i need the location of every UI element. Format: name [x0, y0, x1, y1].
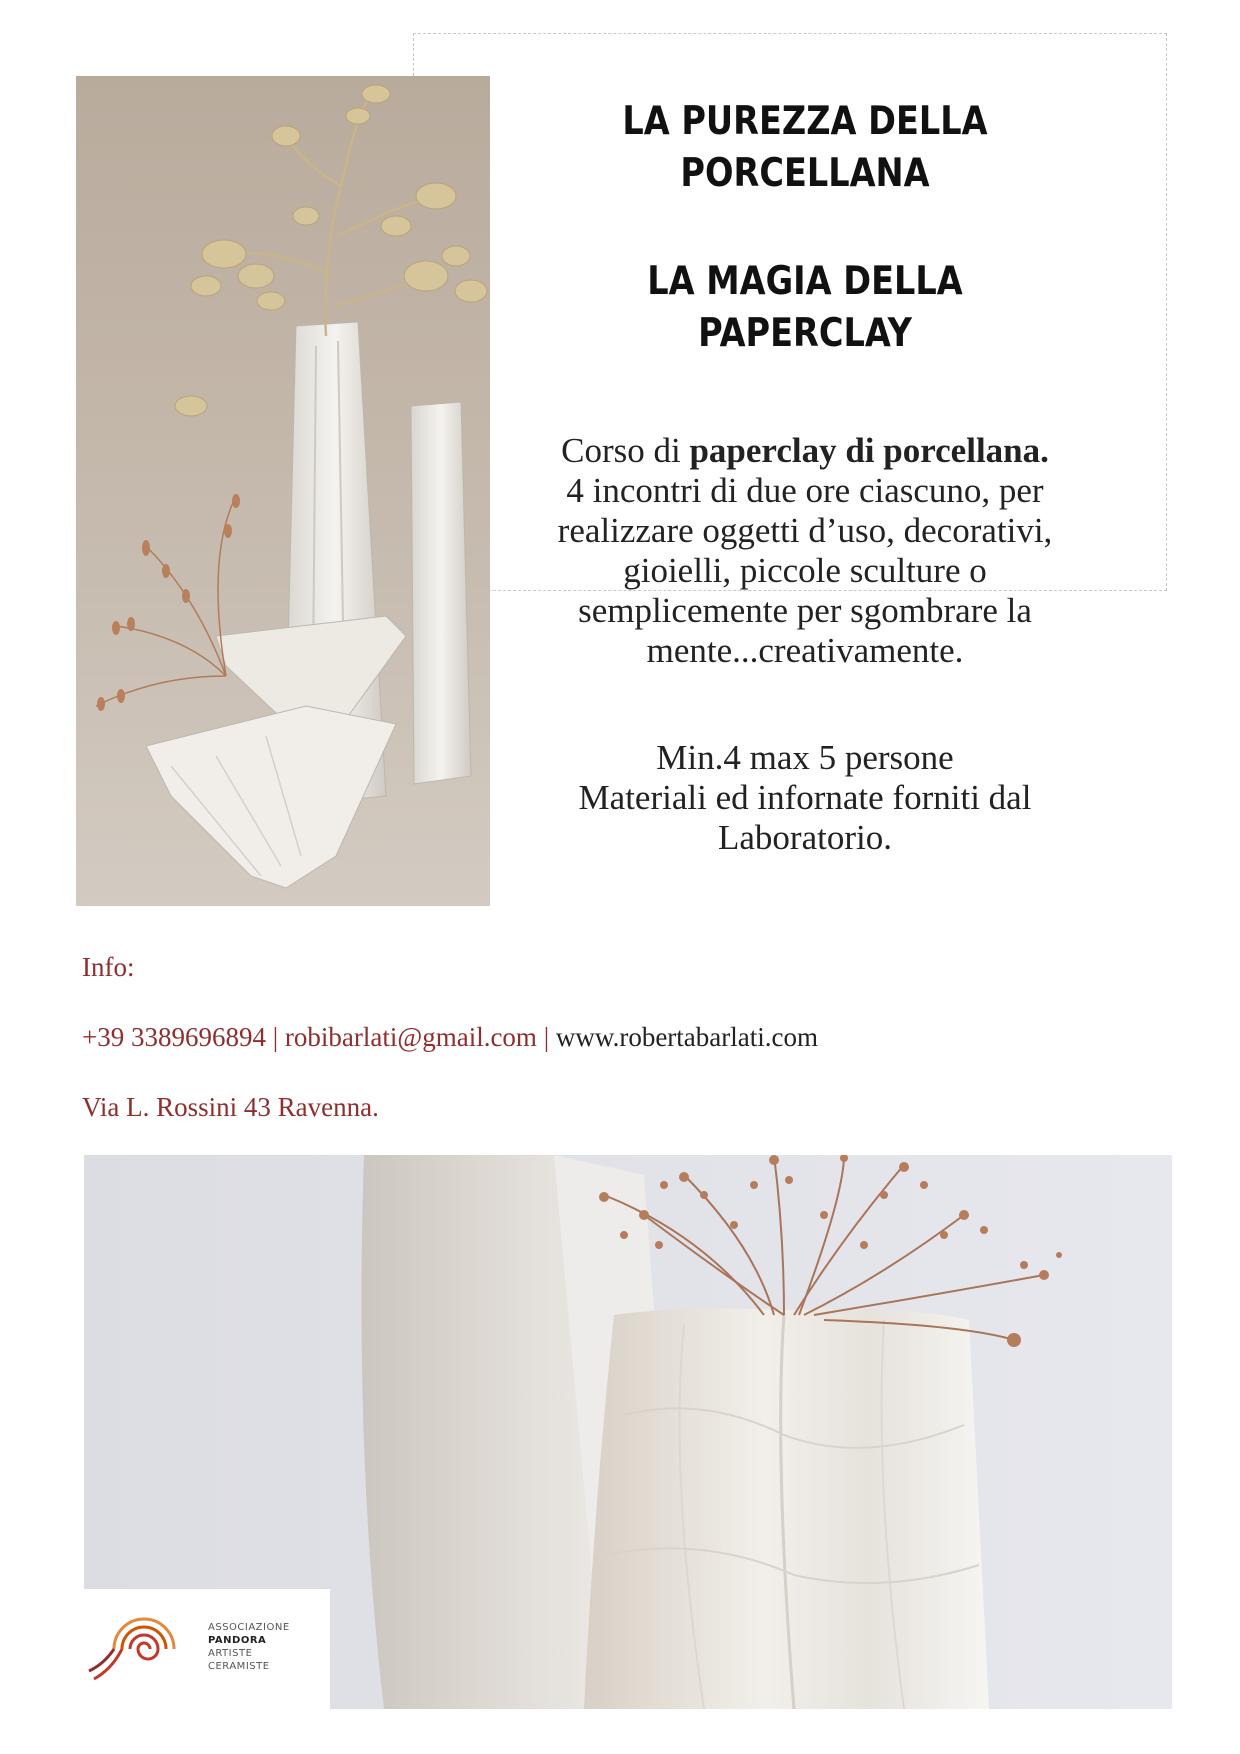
- logo-line-2: PANDORA: [208, 1635, 267, 1646]
- capacity-line-2: Materiali ed infornate forniti dal: [578, 778, 1032, 817]
- description-line-3: realizzare oggetti d’uso, decorativi,: [557, 511, 1053, 550]
- association-logo: [84, 1589, 330, 1709]
- description-line-6: mente...creativamente.: [646, 631, 964, 670]
- title-line-2: PORCELLANA: [680, 151, 930, 196]
- logo-line-1: ASSOCIAZIONE: [208, 1622, 290, 1633]
- vases-photo-top: [76, 76, 490, 906]
- email-link[interactable]: robibarlati@gmail.com: [284, 1022, 537, 1052]
- title-line-1: LA PUREZZA DELLA: [622, 99, 988, 144]
- course-capacity: [500, 738, 1110, 858]
- logo-line-3: ARTISTE: [208, 1648, 253, 1659]
- description-line-1: [500, 431, 1110, 471]
- description-highlight: paperclay di porcellana.: [689, 431, 1049, 470]
- separator: |: [536, 1022, 556, 1052]
- phone-link[interactable]: +39 3389696894: [82, 1022, 266, 1052]
- info-label: Info:: [82, 952, 135, 982]
- title-line-4: PAPERCLAY: [698, 311, 912, 356]
- description-intro: Corso di: [561, 431, 690, 470]
- description-line-5: semplicemente per sgombrare la: [578, 591, 1032, 630]
- contact-line: [82, 1022, 818, 1053]
- course-description: [500, 431, 1110, 671]
- logo-text: [208, 1621, 290, 1673]
- capacity-line-1: Min.4 max 5 persone: [656, 738, 954, 777]
- logo-line-4: CERAMISTE: [208, 1661, 270, 1672]
- address: Via L. Rossini 43 Ravenna.: [82, 1092, 379, 1122]
- course-title: [543, 96, 1068, 200]
- description-line-4: gioielli, piccole sculture o: [623, 551, 987, 590]
- course-subtitle: [543, 256, 1068, 360]
- spiral-icon: [84, 1589, 204, 1709]
- website-link[interactable]: www.robertabarlati.com: [555, 1022, 818, 1052]
- separator: |: [265, 1022, 285, 1052]
- description-line-2: 4 incontri di due ore ciascuno, per: [566, 471, 1044, 510]
- capacity-line-3: Laboratorio.: [718, 818, 892, 857]
- title-line-3: LA MAGIA DELLA: [647, 259, 963, 304]
